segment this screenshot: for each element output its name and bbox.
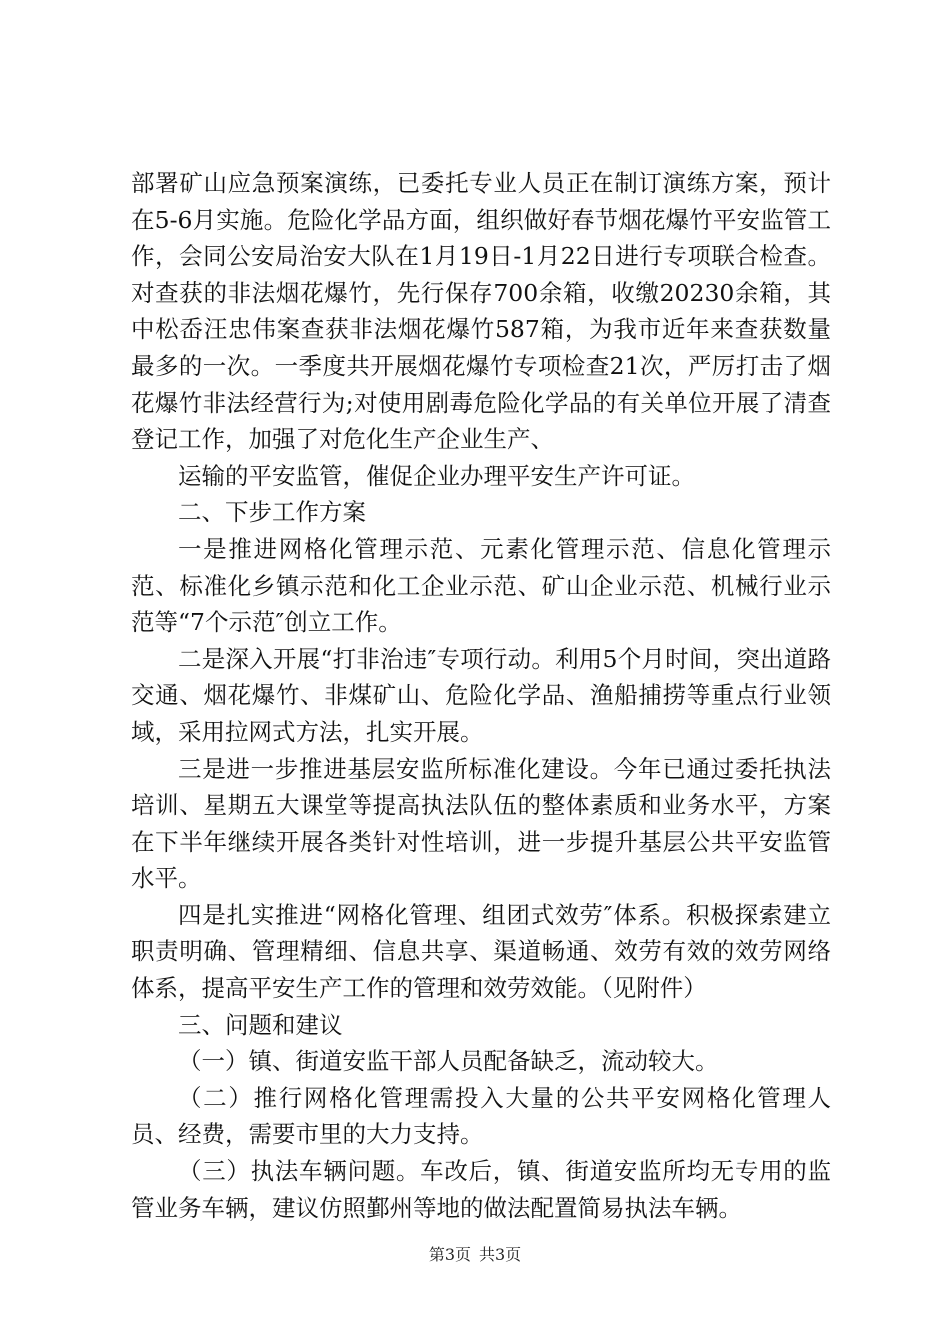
- paragraph-6: 四是扎实推进“网格化管理、组团式效劳″体系。积极探索建立职责明确、管理精细、信息共享、渠道畅通、效劳有效的效劳网络体系，提高平安生产工作的管理和效劳效能。（见附件）: [131, 900, 831, 1003]
- paragraph-4: 二是深入开展“打非治违″专项行动。利用5个月时间，突出道路交通、烟花爆竹、非煤矿山、危险化学品、渔船捕捞等重点行业领域，采用拉网式方法，扎实开展。: [131, 644, 831, 746]
- section-heading-issues: 三、问题和建议: [178, 1010, 343, 1039]
- document-body: [131, 165, 831, 1226]
- paragraph-1: 部署矿山应急预案演练，已委托专业人员正在制订演练方案，预计在5-6月实施。危险化学品方面，组织做好春节烟花爆竹平安监管工作，会同公安局治安大队在1月19日-1月22日进行专项联合检查。对查获的非法烟花爆竹，先行保存700余箱，收缴20230余箱，其中松岙汪忠伟案查获非法烟花爆竹587箱，为我市近年来查获数量最多的一次。一季度共开展烟花爆竹专项检查21次，严厉打击了烟花爆竹非法经营行为;对使用剧毒危险化学品的有关单位开展了清查登记工作，加强了对危化生产企业生产、: [131, 169, 831, 454]
- paragraph-2: 运输的平安监管，催促企业办理平安生产许可证。: [178, 461, 695, 490]
- page-total: 共3页: [479, 1245, 522, 1264]
- page-number: 第3页: [428, 1245, 471, 1264]
- paragraph-3: 一是推进网格化管理示范、元素化管理示范、信息化管理示范、标准化乡镇示范和化工企业示范、矿山企业示范、机械行业示范等“7个示范″创立工作。: [131, 534, 831, 637]
- page-footer: [0, 1245, 950, 1265]
- section-heading-next-steps: 二、下步工作方案: [178, 498, 366, 527]
- paragraph-5: 三是进一步推进基层安监所标准化建设。今年已通过委托执法培训、星期五大课堂等提高执法队伍的整体素质和业务水平，方案在下半年继续开展各类针对性培训，进一步提升基层公共平安监管水平。: [131, 754, 831, 893]
- issue-item-3: （三）执法车辆问题。车改后，镇、街道安监所均无专用的监管业务车辆，建议仿照鄞州等地的做法配置简易执法车辆。: [131, 1157, 831, 1222]
- issue-item-1: （一）镇、街道安监干部人员配备缺乏，流动较大。: [178, 1047, 719, 1076]
- issue-item-2: （二）推行网格化管理需投入大量的公共平安网格化管理人员、经费，需要市里的大力支持。: [131, 1083, 831, 1149]
